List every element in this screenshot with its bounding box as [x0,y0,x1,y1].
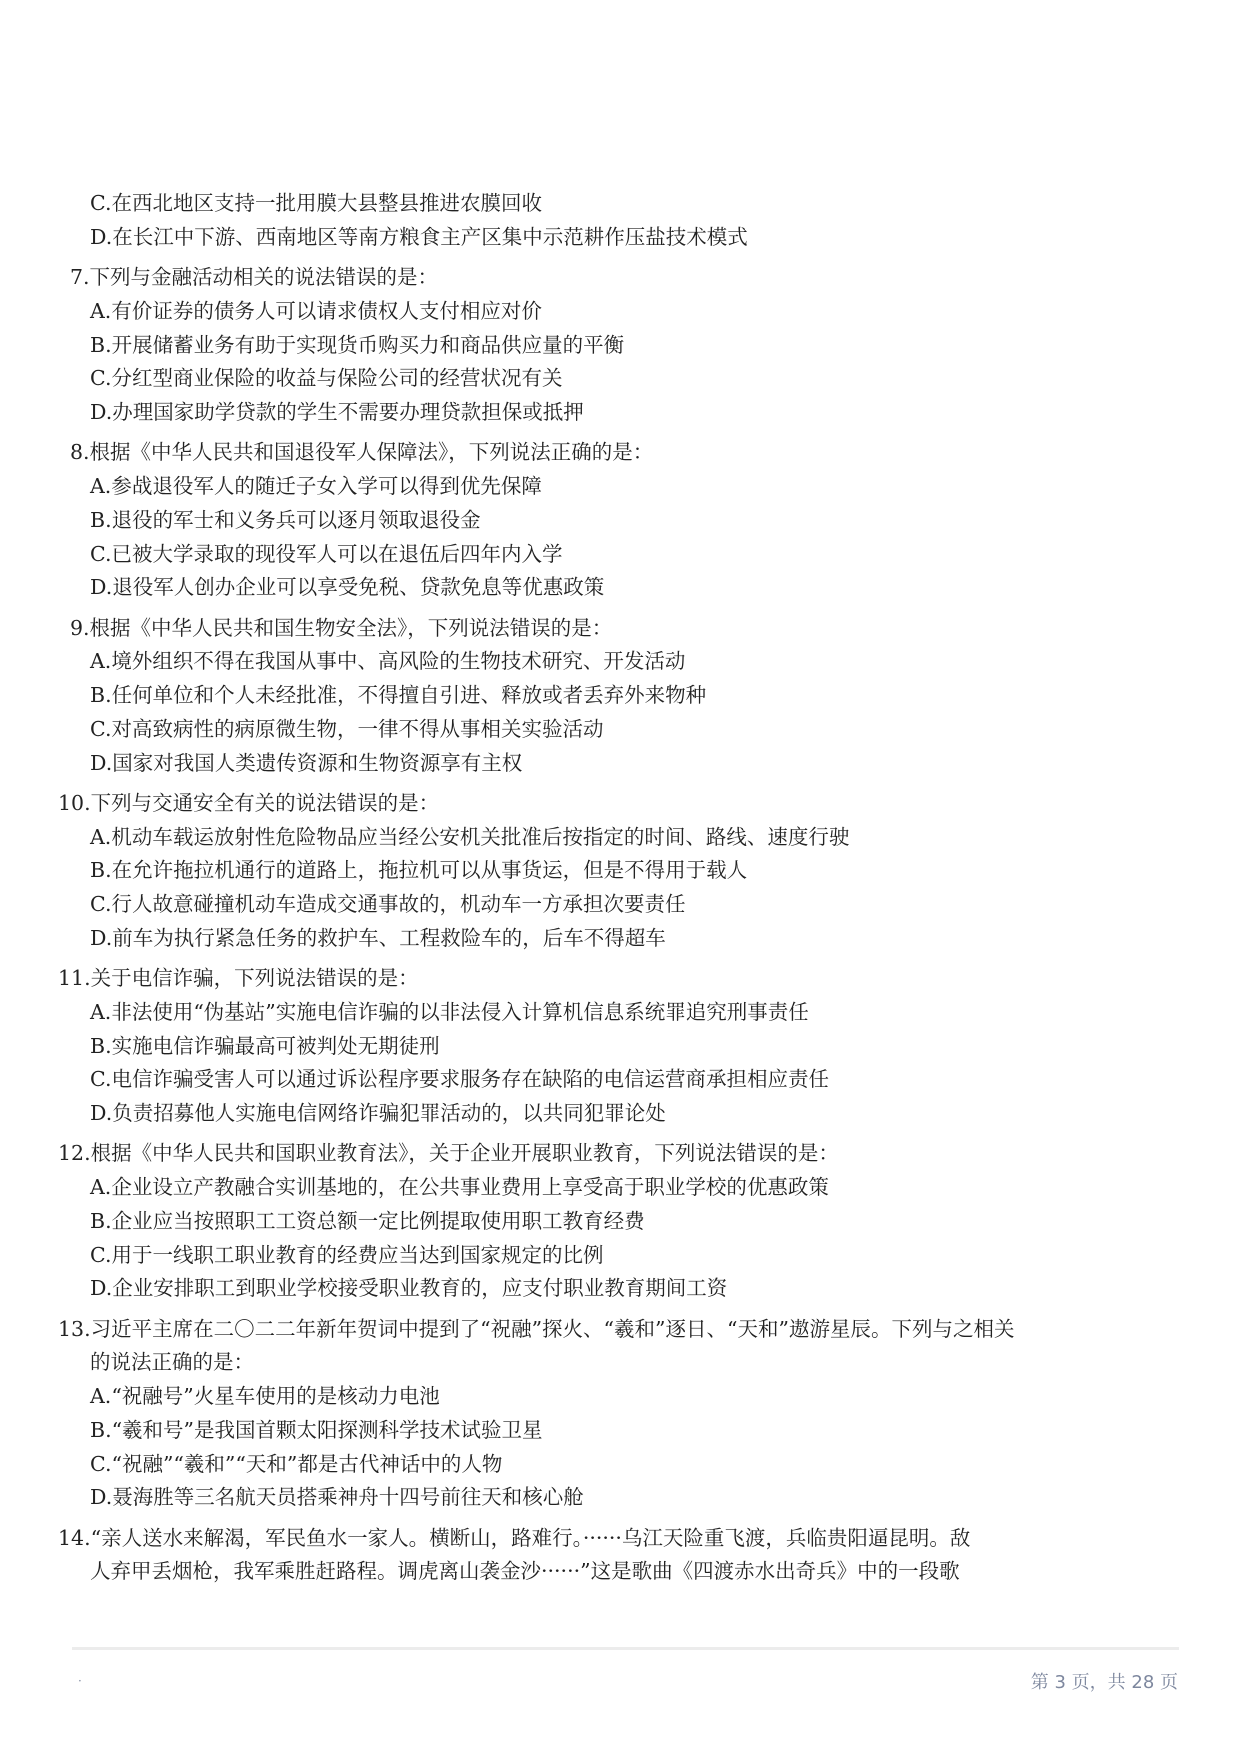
question-stem: 12.根据《中华人民共和国职业教育法》，关于企业开展职业教育，下列说法错误的是： [58,1141,839,1166]
option-line: C.“祝融”“羲和”“天和”都是古代神话中的人物 [90,1451,503,1476]
question-stem: 10.下列与交通安全有关的说法错误的是： [58,790,440,815]
option-line: A.“祝融号”火星车使用的是核动力电池 [90,1384,440,1408]
footer-divider [72,1647,1179,1650]
question-stem-continuation: 人弃甲丢烟枪，我军乘胜赶路程。调虎离山袭金沙······”这是歌曲《四渡赤水出奇兵》中的一段歌 [90,1559,960,1584]
option-line: A.有价证券的债务人可以请求债权人支付相应对价 [90,298,542,323]
option-line: D.企业安排职工到职业学校接受职业教育的，应支付职业教育期间工资 [90,1276,728,1301]
option-line: D.退役军人创办企业可以享受免税、贷款免息等优惠政策 [90,575,605,600]
option-line: D.办理国家助学贷款的学生不需要办理贷款担保或抵押 [90,400,584,424]
option-line: C.电信诈骗受害人可以通过诉讼程序要求服务存在缺陷的电信运营商承担相应责任 [90,1067,829,1092]
option-line: C.分红型商业保险的收益与保险公司的经营状况有关 [90,366,563,391]
option-line: C.用于一线职工职业教育的经费应当达到国家规定的比例 [90,1242,604,1267]
option-line: C.行人故意碰撞机动车造成交通事故的，机动车一方承担次要责任 [90,892,686,916]
option-line: A.非法使用“伪基站”实施电信诈骗的以非法侵入计算机信息系统罪追究刑事责任 [90,999,809,1024]
question-stem: 8.根据《中华人民共和国退役军人保障法》，下列说法正确的是： [70,440,654,465]
option-line: B.任何单位和个人未经批准，不得擅自引进、释放或者丢弃外来物种 [90,683,707,707]
option-line: B.开展储蓄业务有助于实现货币购买力和商品供应量的平衡 [90,332,625,357]
option-line: D.国家对我国人类遗传资源和生物资源享有主权 [90,750,523,775]
option-line: D.负责招募他人实施电信网络诈骗犯罪活动的，以共同犯罪论处 [90,1101,666,1125]
question-stem-continuation: 的说法正确的是： [90,1350,254,1375]
option-line: A.境外组织不得在我国从事中、高风险的生物技术研究、开发活动 [90,649,686,674]
question-stem: 7.下列与金融活动相关的说法错误的是： [70,265,439,289]
question-stem: 14.“亲人送水来解渴，军民鱼水一家人。横断山，路难行。······乌江天险重飞渡，兵临贵阳逼昆明。敌 [58,1525,971,1550]
question-stem: 13.习近平主席在二〇二二年新年贺词中提到了“祝融”探火、“羲和”逐日、“天和”遨游星辰。下列与之相关 [58,1316,1015,1341]
option-line: A.机动车载运放射性危险物品应当经公安机关批准后按指定的时间、路线、速度行驶 [90,824,850,849]
option-line: B.“羲和号”是我国首颗太阳探测科学技术试验卫星 [90,1417,543,1442]
option-line: A.参战退役军人的随迁子女入学可以得到优先保障 [90,474,542,498]
option-line: B.在允许拖拉机通行的道路上，拖拉机可以从事货运，但是不得用于载人 [90,858,748,883]
option-line: B.企业应当按照职工工资总额一定比例提取使用职工教育经费 [90,1208,645,1233]
option-line: A.企业设立产教融合实训基地的，在公共事业费用上享受高于职业学校的优惠政策 [90,1175,829,1199]
page-number: 第 3 页，共 28 页 [1030,1672,1178,1693]
question-stem: 11.关于电信诈骗，下列说法错误的是： [58,966,419,990]
footer-dot: · [78,1674,82,1688]
option-line: D.聂海胜等三名航天员搭乘神舟十四号前往天和核心舱 [90,1485,584,1510]
option-line: D.在长江中下游、西南地区等南方粮食主产区集中示范耕作压盐技术模式 [90,224,748,249]
option-line: C.对高致病性的病原微生物，一律不得从事相关实验活动 [90,716,604,741]
option-line: C.已被大学录取的现役军人可以在退伍后四年内入学 [90,541,563,566]
exam-page-content [0,187,1240,1589]
option-line: D.前车为执行紧急任务的救护车、工程救险车的，后车不得超车 [90,925,666,950]
option-line: B.实施电信诈骗最高可被判处无期徒刑 [90,1033,440,1058]
option-line: C.在西北地区支持一批用膜大县整县推进农膜回收 [90,191,542,215]
option-line: B.退役的军士和义务兵可以逐月领取退役金 [90,507,481,532]
question-stem: 9.根据《中华人民共和国生物安全法》，下列说法错误的是： [70,615,613,640]
